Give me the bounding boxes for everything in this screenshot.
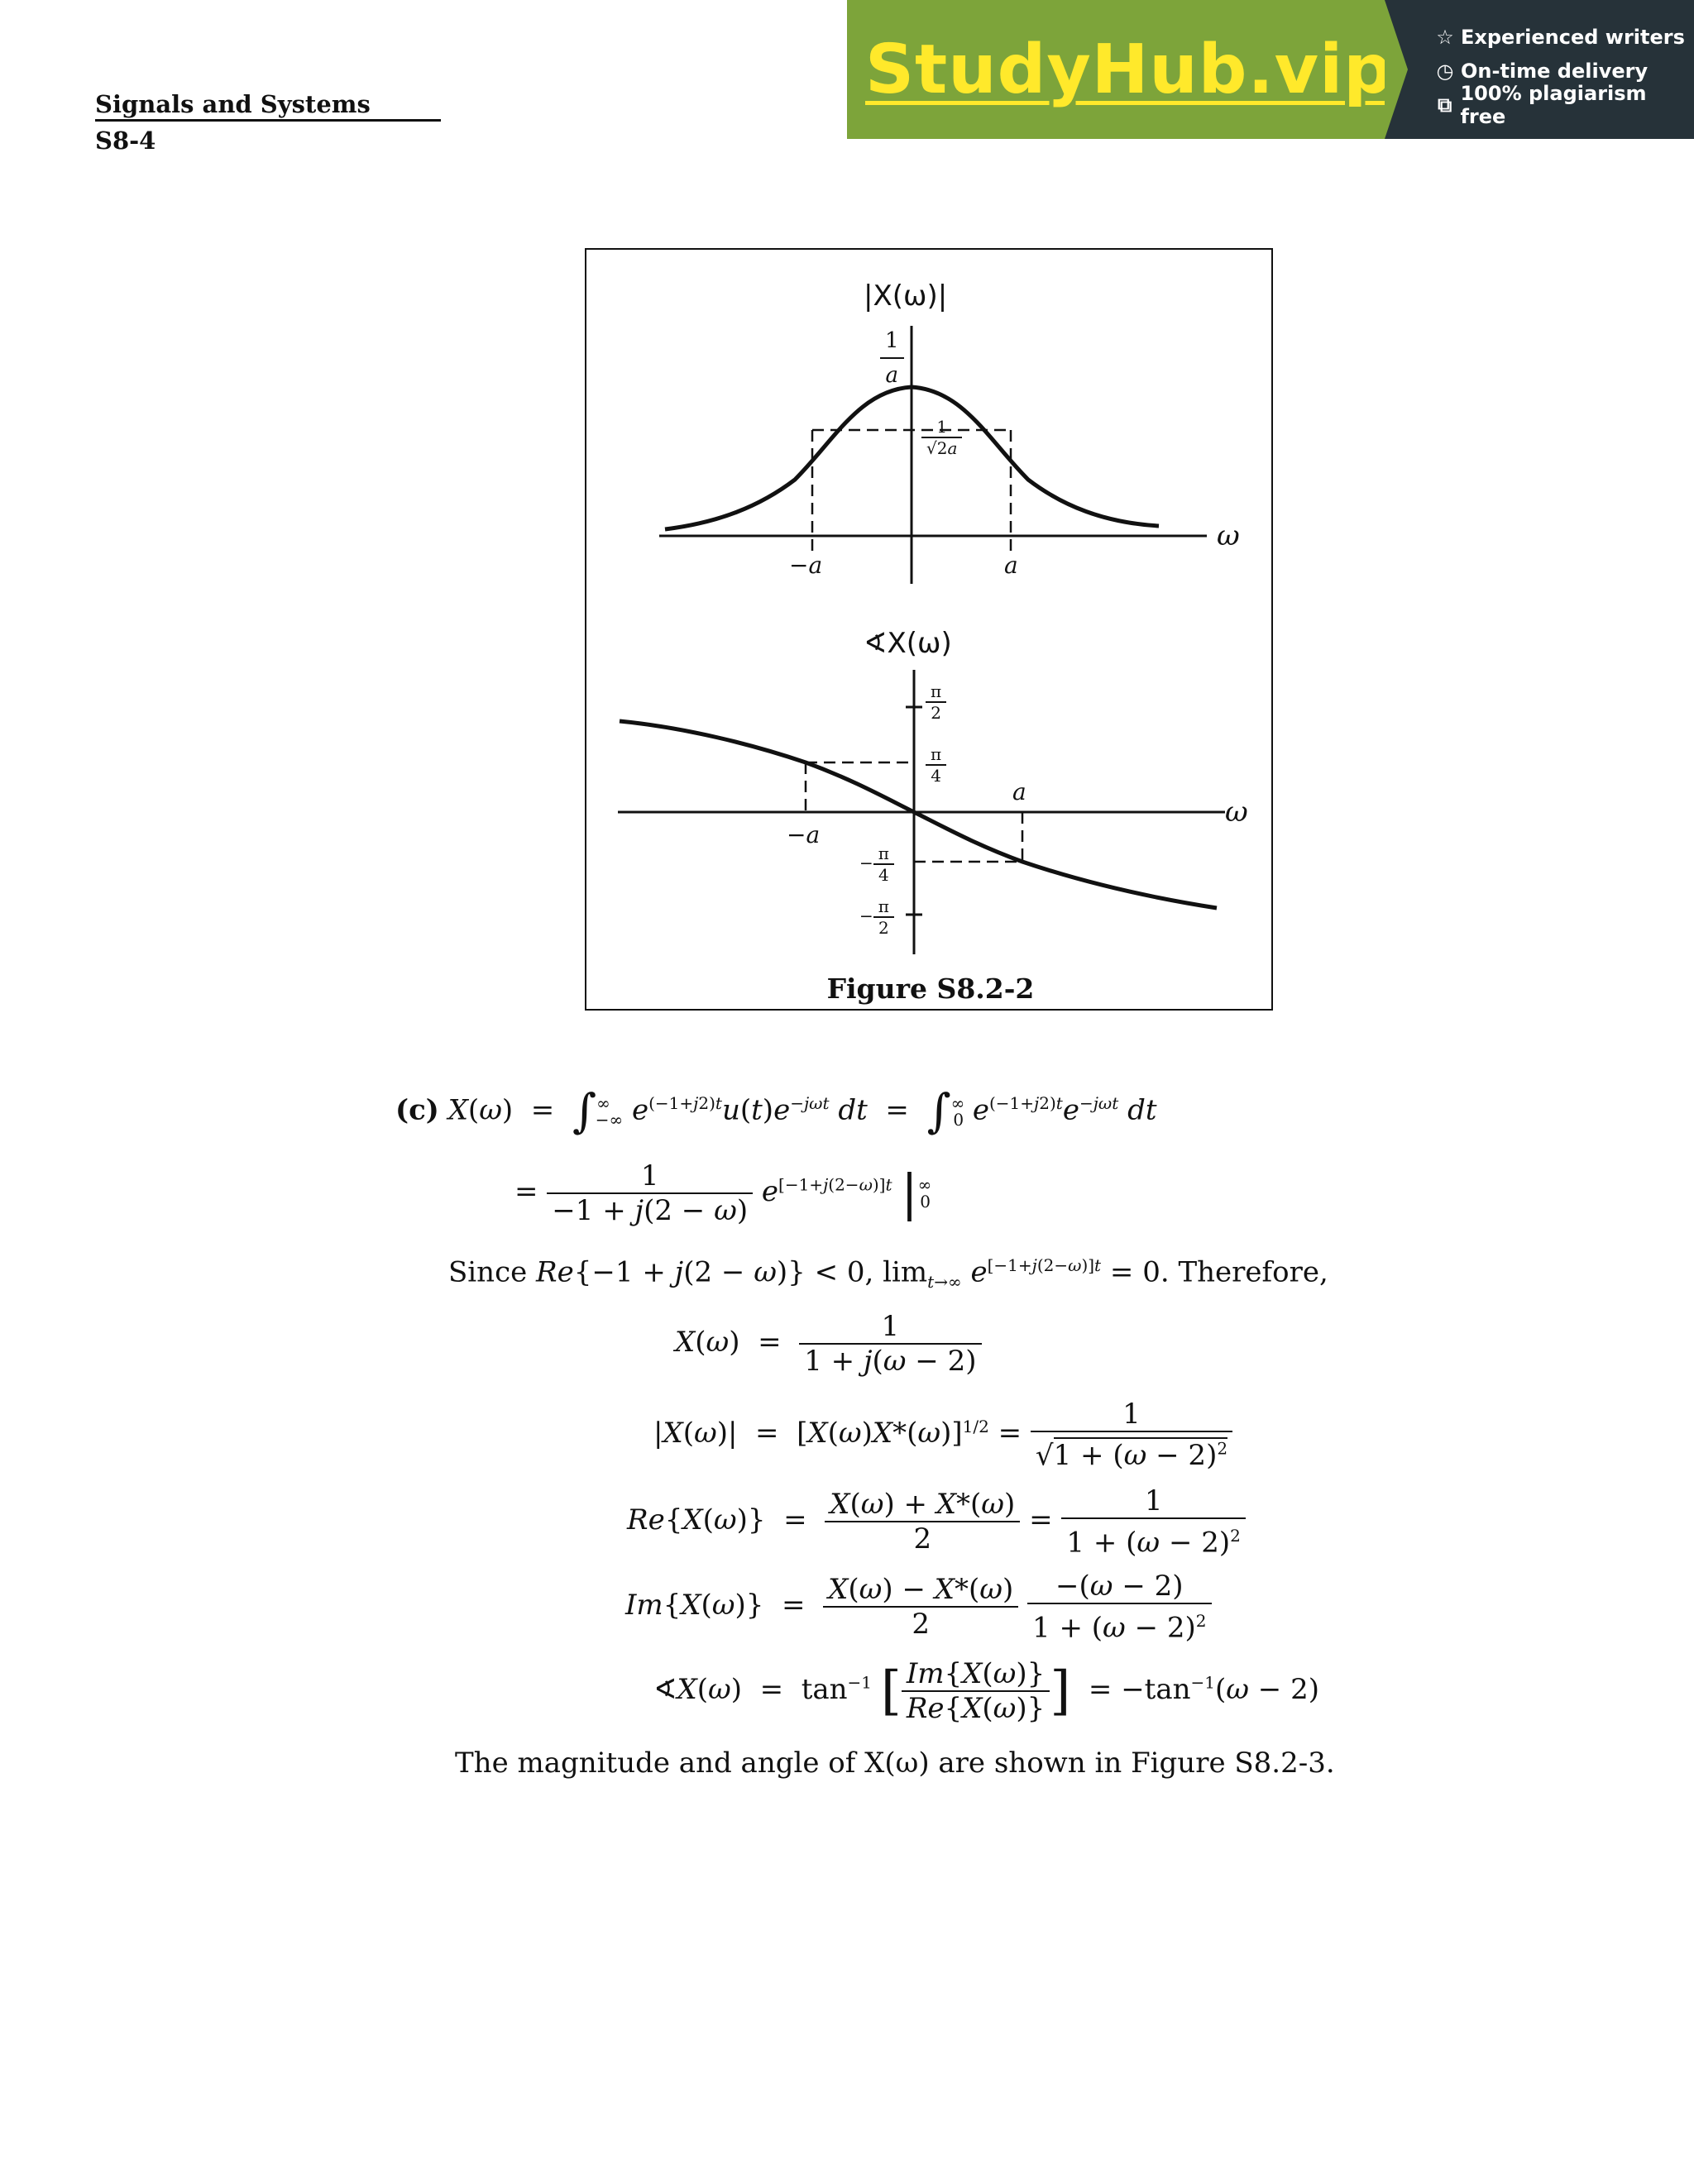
brand-block[interactable]: [847, 0, 1393, 139]
mag-half-power-label: $\frac{1}{√2a}$: [921, 417, 962, 458]
studyhub-banner[interactable]: [847, 0, 1694, 139]
book-title: Signals and Systems: [95, 89, 441, 122]
equation-c-line1: (c) $X(\omega) = \int^\infty_{-\infty}$ $e^{(-1+j2)t}u(t)e^{-j\omega t}$ dt = $\int^\infty_0$ $e^{(-1+j2)t}e^{-j\omega t}$ dt: [395, 1084, 1157, 1139]
closing-sentence: The magnitude and angle of X(ω) are shown in Figure S8.2-3.: [455, 1747, 1335, 1780]
phase-tick-neg-pi-4: − $\frac{\pi}{4}$: [859, 843, 894, 885]
equation-angle: ∢X(ω) = $\tan^{-1}$ [ $\frac{Im\{X(\omega)\}}{Re\{X(\omega)\}}$ ] = $-\tan^{-1}(\omega - 2)$: [653, 1657, 1319, 1725]
feature-label: On-time delivery: [1461, 59, 1649, 83]
feature-label: Experienced writers: [1461, 25, 1685, 49]
feature-label: 100% plagiarism free: [1460, 81, 1647, 128]
mag-tick-pos-a: a: [1004, 552, 1018, 579]
equation-x-omega: X(ω) = $\frac{1}{1 + j(\omega - 2)}$: [675, 1310, 982, 1378]
star-icon: ☆: [1436, 25, 1454, 49]
figure-s8-2-2: [585, 248, 1273, 1011]
since-text: Since: [448, 1255, 528, 1289]
phase-ylabel: ∢X(ω): [864, 627, 952, 660]
mag-tick-neg-a: −a: [789, 552, 823, 579]
phase-tick-neg-pi-2: − $\frac{\pi}{2}$: [859, 896, 894, 938]
brand-logo[interactable]: StudyHub.vip: [865, 30, 1393, 109]
phase-tick-pi-2: $\frac{\pi}{2}$: [926, 681, 946, 723]
mag-ylabel: |X(ω)|: [864, 280, 948, 313]
phase-curve: [620, 721, 1217, 908]
since-line: Since Re{−1 + j(2 − ω)} < 0, $\lim_{t\to\infty} e^{[-1+j(2-\omega)]t} = 0$. Therefore,: [448, 1255, 1328, 1293]
part-label: (c): [395, 1093, 439, 1127]
therefore-text: . Therefore,: [1160, 1255, 1328, 1289]
equation-imag: Im{X(ω)} = $\frac{X(\omega) - X*(\omega)}{2}$ $\frac{-(\omega - 2)}{1 + (\omega - 2)^2}$: [625, 1570, 1212, 1644]
phase-xlabel: ω: [1225, 796, 1248, 829]
equation-magnitude: $|X(\omega)| = [X(\omega)X*(\omega)]^{1/2}$ = $\frac{1}{√1 + (\omega - 2)^2}$: [653, 1398, 1232, 1472]
equation-c-line2: = $\frac{1}{-1 + j(2 - \omega)}$ $e^{[-1+j(2-\omega)]t}$ $|^\infty_0$: [514, 1159, 932, 1227]
feature-writers: [1434, 20, 1694, 54]
feature-list: [1385, 0, 1694, 139]
equation-real: Re{X(ω)} = $\frac{X(\omega) + X*(\omega)}{2}$ = $\frac{1}{1 + (\omega - 2)^2}$: [627, 1484, 1246, 1559]
clock-icon: ◷: [1436, 59, 1454, 83]
feature-plagiarism: [1434, 81, 1694, 128]
phase-tick-pi-4: $\frac{\pi}{4}$: [926, 744, 946, 786]
page-number: S8-4: [95, 127, 156, 155]
figure-caption: Figure S8.2-2: [826, 973, 1035, 1005]
phase-tick-neg-a: −a: [787, 821, 821, 848]
mag-xlabel: ω: [1217, 519, 1240, 552]
copy-icon: ⧉: [1438, 93, 1452, 117]
mag-peak-label: $\frac{1}{a}$: [880, 324, 904, 392]
phase-tick-pos-a: a: [1012, 778, 1026, 805]
